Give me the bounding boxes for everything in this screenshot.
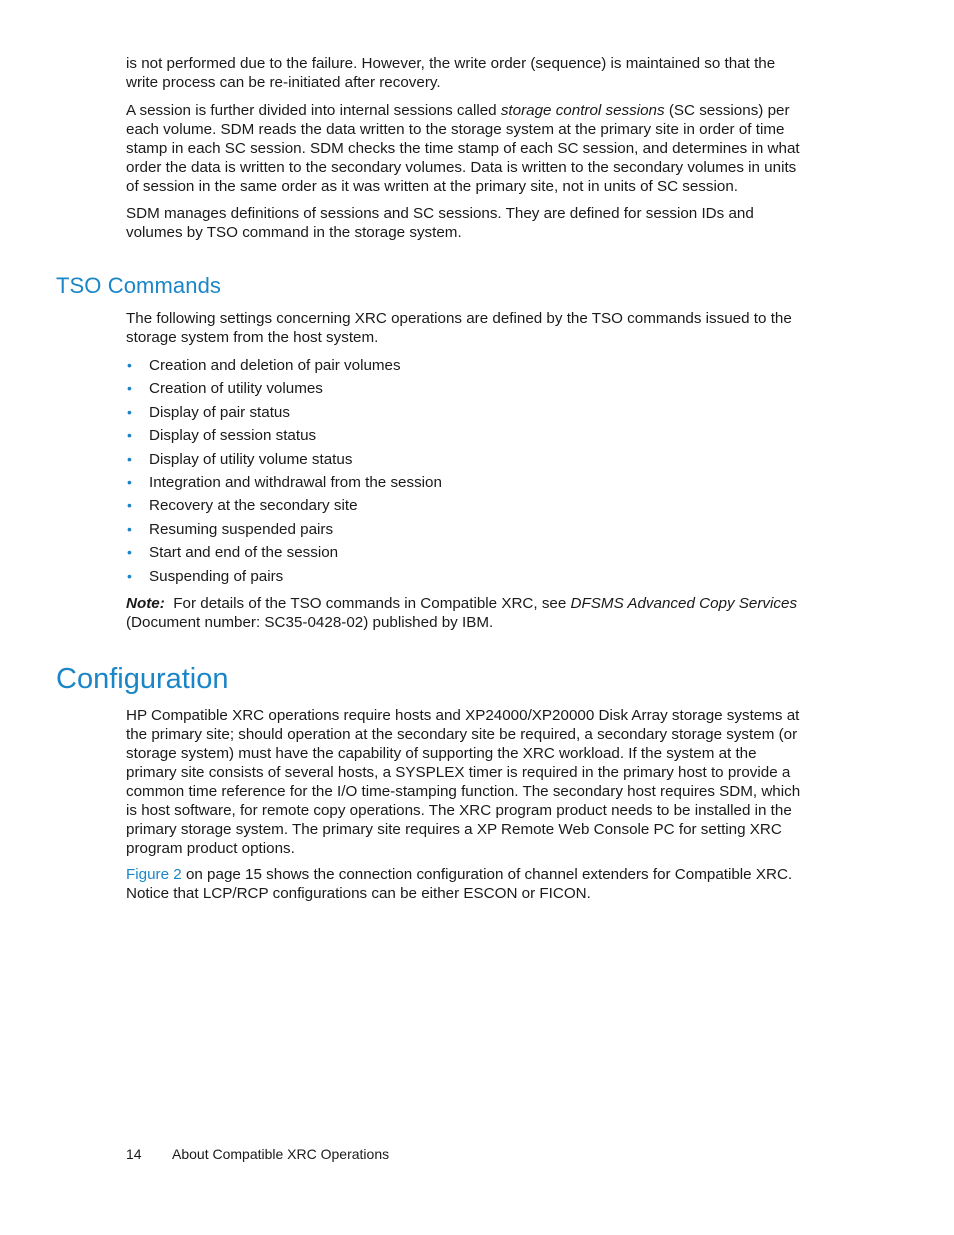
bullet-icon: •: [127, 567, 132, 584]
bullet-icon: •: [127, 357, 132, 373]
tso-list-item-text: Display of session status: [149, 427, 317, 445]
storage-control-sessions-term: storage control sessions: [500, 102, 665, 119]
configuration-paragraph-1-block: [126, 706, 802, 858]
tso-commands-heading: TSO Commands: [56, 273, 222, 298]
bullet-icon: •: [127, 450, 132, 467]
footer-section-title: About Compatible XRC Operations: [172, 1146, 390, 1162]
tso-list-item-text: Resuming suspended pairs: [149, 520, 334, 538]
tso-list-item: [126, 450, 802, 473]
note-label: Note:: [126, 595, 165, 612]
tso-bullet-list-block: [126, 356, 802, 590]
tso-note: [126, 594, 802, 632]
tso-list-item: [126, 426, 802, 449]
tso-list-item-text: Suspending of pairs: [149, 567, 284, 585]
configuration-paragraph-2: [126, 865, 802, 903]
configuration-paragraph-2-rest: on page 15 shows the connection configuration of channel extenders for Compatible XRC. Notice that LCP/RCP configurations can be either ESCON or FICON.: [126, 866, 793, 902]
bullet-icon: •: [127, 403, 132, 420]
figure-2-link[interactable]: Figure 2: [126, 866, 182, 883]
intro-section: [126, 54, 802, 92]
tso-list-item-text: Integration and withdrawal from the session: [149, 473, 442, 491]
tso-list-item-text: Display of pair status: [149, 403, 290, 421]
note-text-start: For details of the TSO commands in Compatible XRC, see: [164, 595, 571, 612]
intro-paragraph-2-rest: (SC sessions) per each volume. SDM reads the data written to the storage system at the primary site in order of time stamp in each SC session. SDM checks the time stamp of each SC session, and determines in what order the data is written to the secondary volumes. Data is written to the secondary volumes in units of session in the same order as it was written at the primary site, not in units of SC session.: [126, 102, 800, 195]
tso-lead-block: [126, 309, 802, 347]
bullet-icon: •: [127, 380, 132, 397]
configuration-heading: Configuration: [56, 663, 229, 695]
bullet-icon: •: [127, 427, 132, 444]
tso-list-item-text: Creation and deletion of pair volumes: [149, 357, 401, 374]
bullet-icon: •: [127, 520, 132, 537]
tso-list-item: [126, 356, 802, 379]
tso-list-item: [126, 379, 802, 402]
tso-list-item: [126, 473, 802, 496]
tso-list-item: [126, 496, 802, 519]
bullet-icon: •: [127, 544, 132, 561]
tso-list-item-text: Start and end of the session: [149, 544, 339, 562]
tso-list-item: [126, 403, 802, 426]
configuration-paragraph-2-block: [126, 865, 802, 903]
page-number: 14: [126, 1146, 142, 1162]
intro-paragraph-3-block: [126, 204, 802, 242]
dfsms-reference-title: DFSMS Advanced Copy Services: [570, 595, 798, 612]
intro-paragraph-2-start: A session is further divided into internal sessions called: [126, 102, 501, 119]
tso-lead-paragraph: The following settings concerning XRC operations are defined by the TSO commands issued to the storage system from the host system.: [126, 310, 792, 346]
page-footer: [126, 1145, 389, 1163]
configuration-paragraph-1: HP Compatible XRC operations require hosts and XP24000/XP20000 Disk Array storage systems at the primary site; should operation at the secondary site be required, a secondary storage system (or storage system) must have the capability of supporting the XRC workload. If the system at the primary site consists of several hosts, a SYSPLEX timer is required in the primary host to provide a common time reference for the I/O time-stamping function. The secondary host requires SDM, which is host software, for remote copy operations. The XRC program product needs to be installed in the primary storage system. The primary site requires a XP Remote Web Console PC for setting XRC program product options.: [126, 707, 801, 857]
tso-list-item: [126, 543, 802, 566]
tso-note-block: [126, 594, 802, 632]
note-text-rest: (Document number: SC35-0428-02) published by IBM.: [126, 614, 494, 631]
tso-bullet-list: [126, 356, 802, 590]
bullet-icon: •: [127, 473, 132, 490]
tso-list-item-text: Display of utility volume status: [149, 450, 353, 468]
intro-paragraph-3: SDM manages definitions of sessions and SC sessions. They are defined for session IDs and volumes by TSO command in the storage system.: [126, 205, 754, 241]
bullet-icon: •: [127, 497, 132, 514]
tso-list-item: [126, 567, 802, 590]
intro-paragraph-1: is not performed due to the failure. However, the write order (sequence) is maintained so that the write process can be re-initiated after recovery.: [126, 55, 776, 91]
tso-list-item-text: Creation of utility volumes: [149, 380, 323, 398]
intro-paragraph-2: [126, 101, 802, 196]
tso-list-item-text: Recovery at the secondary site: [149, 497, 358, 515]
tso-list-item: [126, 520, 802, 543]
